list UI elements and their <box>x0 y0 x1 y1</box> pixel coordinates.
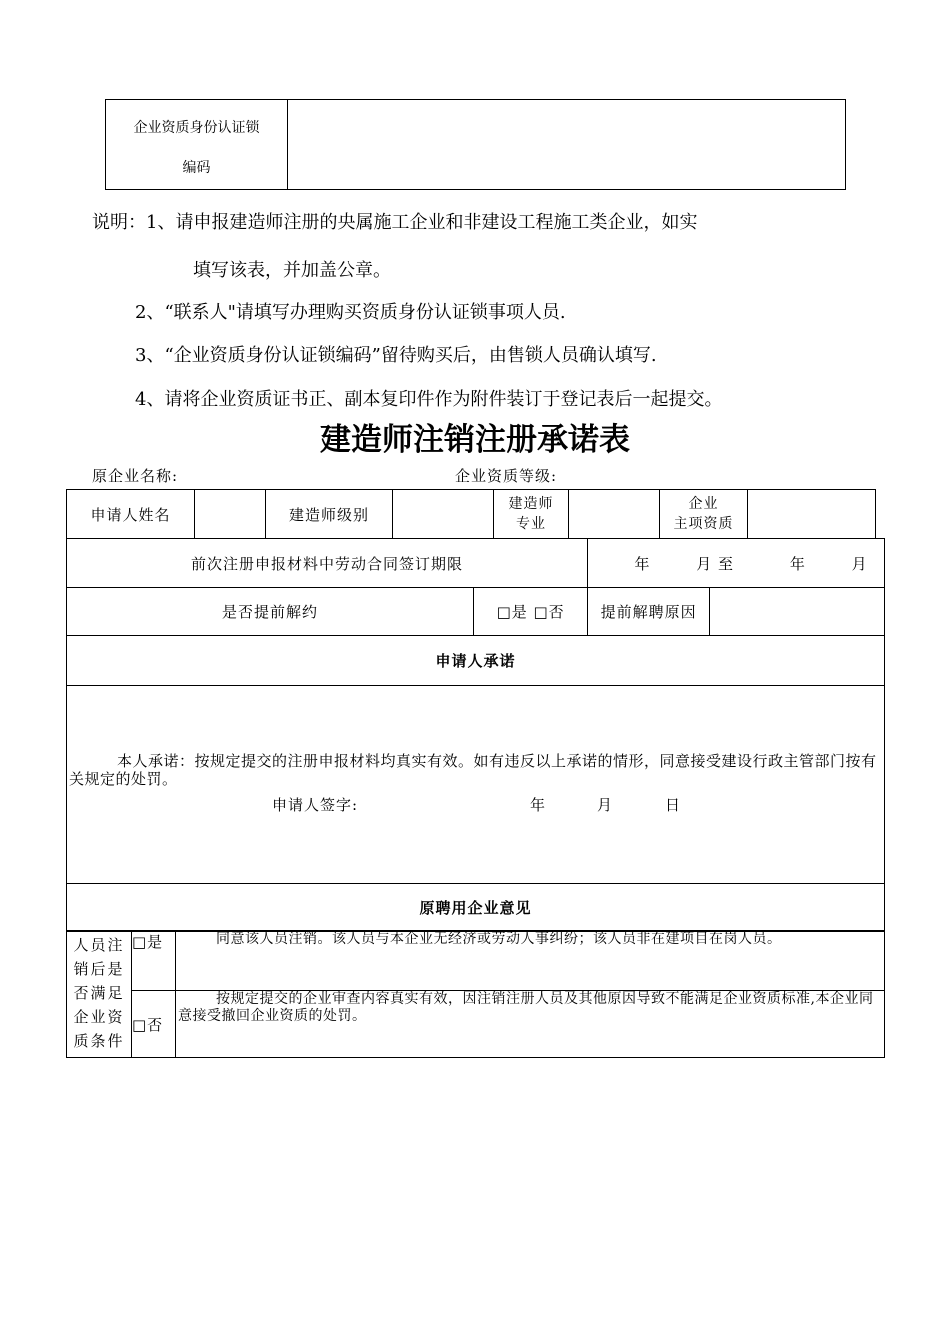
company-main-line1: 企业 <box>688 496 719 512</box>
yes-statement: 同意该人员注销。该人员与本企业无经济或劳动人事纠纷；该人员非在建项目在岗人员。 <box>176 931 885 991</box>
signature-label: 申请人签字: <box>272 796 359 814</box>
builder-major-value[interactable] <box>569 490 660 539</box>
lock-code-label-line2: 编码 <box>182 159 211 176</box>
applicant-name-label: 申请人姓名 <box>67 490 195 539</box>
lock-code-label <box>106 100 288 190</box>
contract-period-value[interactable] <box>588 539 885 588</box>
commitment-cell <box>67 686 885 884</box>
applicant-info-table <box>66 489 876 539</box>
contract-month-2: 月 <box>851 554 868 573</box>
note-3: 3、“企业资质身份认证锁编码”留待购买后，由售锁人员确认填写. <box>135 345 657 366</box>
condition-label: 人员注销后是否满足企业资质条件 <box>67 931 132 1058</box>
contract-period-label: 前次注册申报材料中劳动合同签订期限 <box>67 539 588 588</box>
early-termination-label: 是否提前解约 <box>67 588 474 636</box>
qualification-level-label: 企业资质等级: <box>455 467 558 485</box>
builder-major-line1: 建造师 <box>508 496 554 512</box>
commitment-table <box>66 538 885 932</box>
contract-month-1: 月 至 <box>696 554 735 573</box>
note-2: 2、“联系人"请填写办理购买资质身份认证锁事项人员. <box>135 302 566 323</box>
commitment-text: 本人承诺：按规定提交的注册申报材料均真实有效。如有违反以上承诺的情形，同意接受建设行政主管部门按有关规定的处罚。 <box>69 752 877 788</box>
document-title: 建造师注销注册承诺表 <box>320 422 630 458</box>
early-termination-checkbox[interactable]: □是 □否 <box>474 588 588 636</box>
lock-code-label-line1: 企业资质身份认证锁 <box>133 119 260 136</box>
note-1-line1: 说明：1、请申报建造师注册的央属施工企业和非建设工程施工类企业，如实 <box>92 212 698 233</box>
sign-month: 月 <box>597 796 614 814</box>
applicant-name-value[interactable] <box>195 490 266 539</box>
sign-year: 年 <box>530 796 547 814</box>
no-option[interactable]: □否 <box>132 991 176 1058</box>
company-name-label: 原企业名称: <box>92 467 179 485</box>
builder-level-value[interactable] <box>393 490 494 539</box>
builder-level-label: 建造师级别 <box>266 490 393 539</box>
contract-year-2: 年 <box>789 554 806 573</box>
company-main-label <box>660 490 748 539</box>
note-1-line2: 填写该表，并加盖公章。 <box>193 260 391 281</box>
termination-reason-label: 提前解聘原因 <box>588 588 710 636</box>
yes-option[interactable]: □是 <box>132 931 176 991</box>
lock-code-value[interactable] <box>288 100 846 190</box>
employer-opinion-table <box>66 930 885 1058</box>
company-main-value[interactable] <box>748 490 876 539</box>
company-main-line2: 主项资质 <box>673 516 734 532</box>
sign-day: 日 <box>665 796 682 814</box>
builder-major-label <box>494 490 569 539</box>
certificate-lock-table <box>105 99 846 190</box>
contract-year-1: 年 <box>634 554 651 573</box>
note-4: 4、请将企业资质证书正、副本复印件作为附件装订于登记表后一起提交。 <box>135 389 723 410</box>
termination-reason-value[interactable] <box>710 588 885 636</box>
no-statement: 按规定提交的企业审查内容真实有效，因注销注册人员及其他原因导致不能满足企业资质标准,本企业同意接受撤回企业资质的处罚。 <box>176 991 885 1058</box>
employer-opinion-title: 原聘用企业意见 <box>67 884 885 932</box>
applicant-commitment-title: 申请人承诺 <box>67 636 885 686</box>
builder-major-line2: 专业 <box>516 516 546 532</box>
